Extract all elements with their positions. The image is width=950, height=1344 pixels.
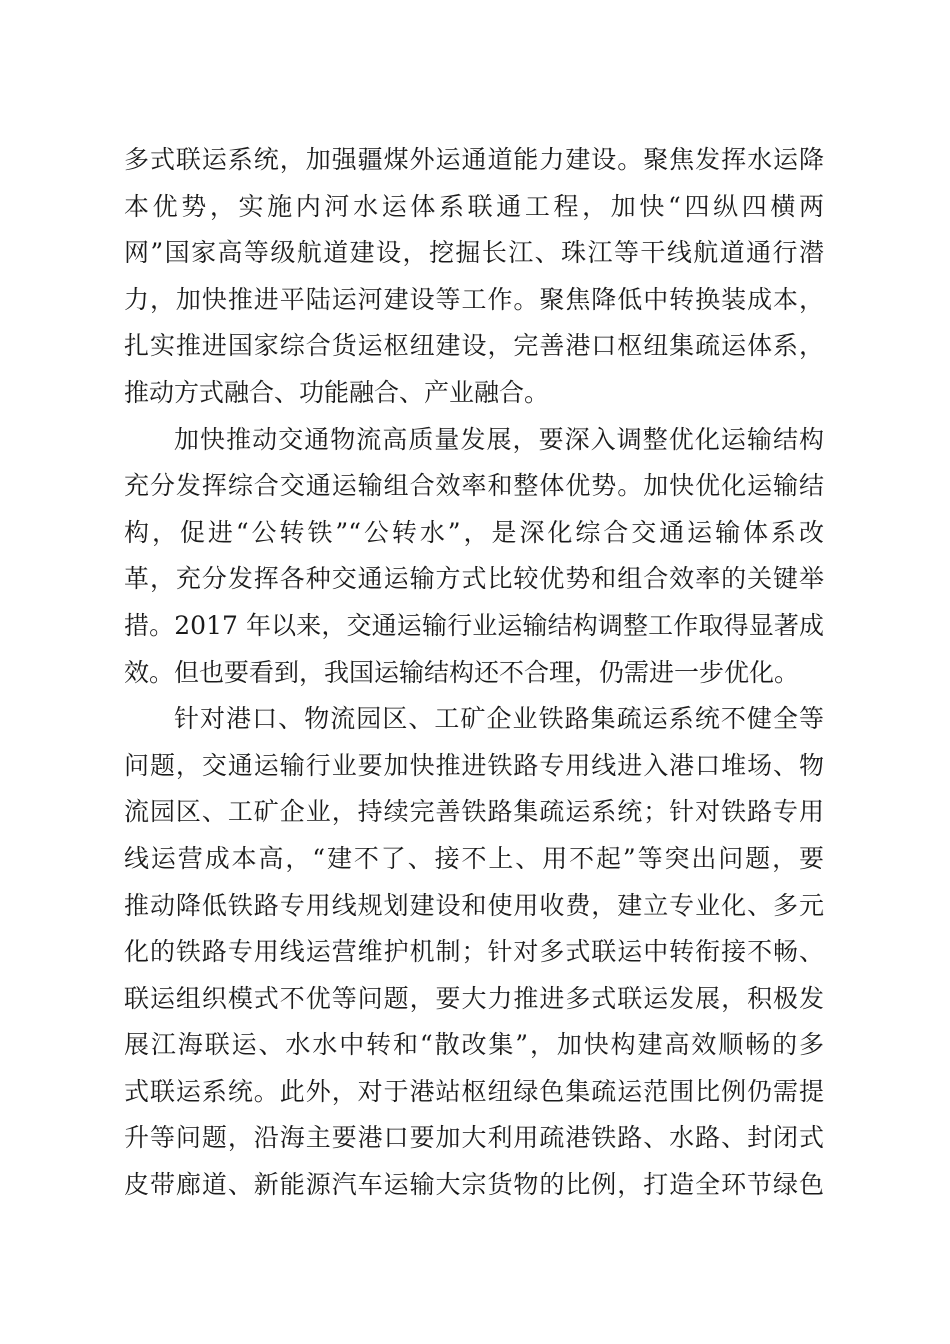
- paragraph-1-line-5: 扎实推进国家综合货运枢纽建设，完善港口枢纽集疏运体系，: [124, 331, 824, 361]
- paragraph-3-line-8: 展江海联运、水水中转和“散改集”，加快构建高效顺畅的多: [124, 1030, 824, 1060]
- paragraph-2-line-6: 效。但也要看到，我国运输结构还不合理，仍需进一步优化。: [124, 657, 800, 687]
- paragraph-3-line-2: 问题，交通运输行业要加快推进铁路专用线进入港口堆场、物: [124, 750, 824, 780]
- paragraph-3-line-4: 线运营成本高，“建不了、接不上、用不起”等突出问题，要: [124, 843, 824, 873]
- paragraph-3-line-10: 升等问题，沿海主要港口要加大利用疏港铁路、水路、封闭式: [124, 1123, 824, 1153]
- paragraph-1-line-4: 力，加快推进平陆运河建设等工作。聚焦降低中转换装成本，: [124, 284, 824, 314]
- paragraph-1-line-1: 多式联运系统，加强疆煤外运通道能力建设。聚焦发挥水运降: [124, 145, 824, 174]
- paragraph-1-line-2: 本优势，实施内河水运体系联通工程，加快“四纵四横两: [124, 191, 824, 221]
- paragraph-3-line-7: 联运组织模式不优等问题，要大力推进多式联运发展，积极发: [124, 983, 824, 1013]
- paragraph-2-line-5: 措。2017 年以来，交通运输行业运输结构调整工作取得显著成: [124, 610, 824, 640]
- paragraph-3-line-11: 皮带廊道、新能源汽车运输大宗货物的比例，打造全环节绿色: [124, 1170, 824, 1200]
- paragraph-3-line-5: 推动降低铁路专用线规划建设和使用收费，建立专业化、多元: [124, 890, 824, 920]
- paragraph-3-line-6: 化的铁路专用线运营维护机制；针对多式联运中转衔接不畅、: [124, 937, 824, 967]
- paragraph-3-line-3: 流园区、工矿企业，持续完善铁路集疏运系统；针对铁路专用: [124, 797, 824, 827]
- paragraph-2-line-3: 构，促进“公转铁”“公转水”，是深化综合交通运输体系改: [124, 517, 824, 547]
- paragraph-1-line-6: 推动方式融合、功能融合、产业融合。: [124, 377, 550, 407]
- paragraph-2-line-4: 革，充分发挥各种交通运输方式比较优势和组合效率的关键举: [124, 564, 824, 594]
- paragraph-2-line-2: 充分发挥综合交通运输组合效率和整体优势。加快优化运输结: [124, 471, 824, 501]
- paragraph-2-line-1: 加快推动交通物流高质量发展，要深入调整优化运输结构: [174, 424, 824, 454]
- paragraph-3-line-9: 式联运系统。此外，对于港站枢纽绿色集疏运范围比例仍需提: [124, 1076, 824, 1106]
- paragraph-3-line-1: 针对港口、物流园区、工矿企业铁路集疏运系统不健全等: [174, 704, 824, 734]
- paragraph-1-line-3: 网”国家高等级航道建设，挖掘长江、珠江等干线航道通行潜: [124, 238, 824, 268]
- body-text: [124, 137, 824, 1209]
